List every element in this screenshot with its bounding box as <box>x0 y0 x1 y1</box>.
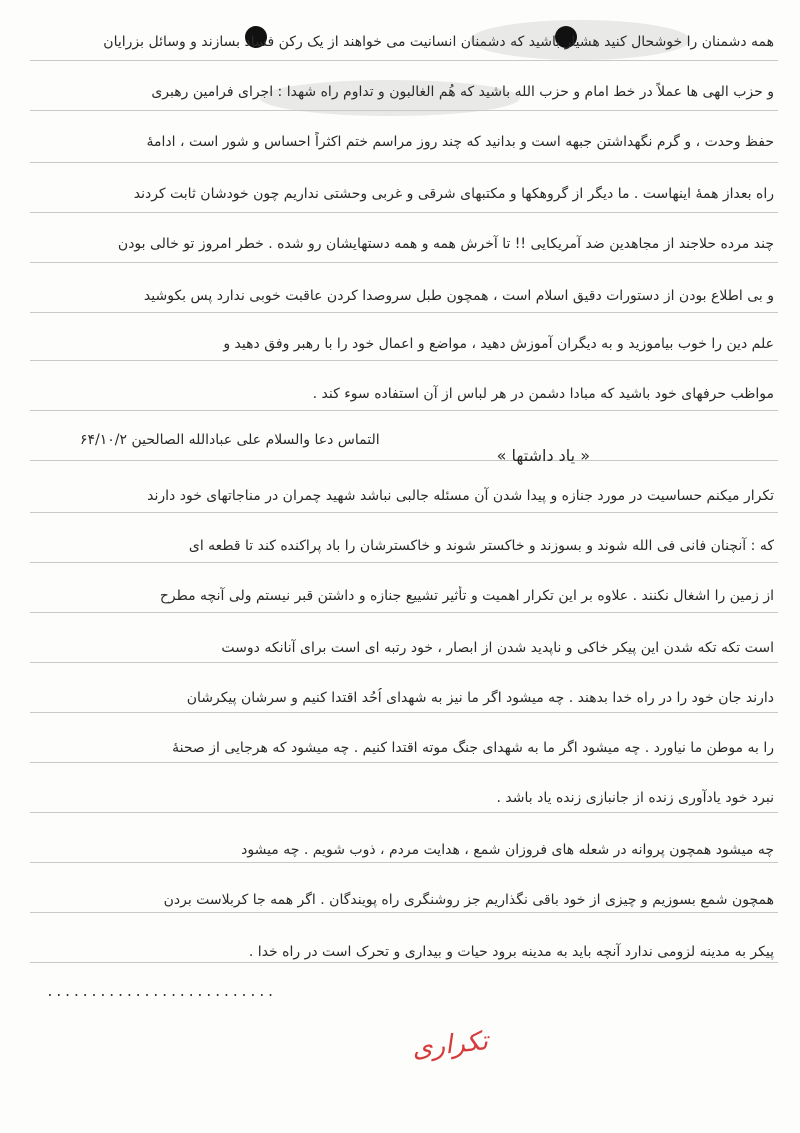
text-line: دارند جان خود را در راه خدا بدهند . چه میشود اگر ما نیز به شهدای اُحُد اقتدا کنیم و سرشان پیکرشان <box>186 690 774 706</box>
text-line: پیکر به مدینه لزومی ندارد آنچه باید به مدینه برود حیات و بیداری و تحرک است در راه خدا . <box>248 944 774 960</box>
notes-heading: « یاد داشتها » <box>496 446 590 465</box>
signature-line: التماس دعا والسلام علی عبادالله الصالحین ۶۴/۱۰/۲ <box>80 432 380 448</box>
text-line: و بی اطلاع بودن از دستورات دقیق اسلام است ، همچون طبل سروصدا کردن عاقبت خوبی ندارد پس بکوشید <box>143 288 774 304</box>
text-line: که : آنچنان فانی فی الله شوند و بسوزند و خاکستر شوند و خاکسترشان را باد پراکنده کند تا قطعه ای <box>188 538 774 554</box>
text-line: مواظب حرفهای خود باشید که مبادا دشمن در هر لباس از آن استفاده سوء کند . <box>312 386 774 402</box>
ruled-line <box>30 662 778 663</box>
ruled-line <box>30 812 778 813</box>
ruled-line <box>30 862 778 863</box>
ruled-line <box>30 460 778 461</box>
ruled-line <box>30 712 778 713</box>
text-line: راه بعداز همهٔ اینهاست . ما دیگر از گروهکها و مکتبهای شرقی و غربی وحشتی نداریم چون خودشان ثابت کردند <box>133 186 774 202</box>
ruled-line <box>30 212 778 213</box>
text-line: همچون شمع بسوزیم و چیزی از خود باقی نگذاریم جز روشنگری راه پویندگان . اگر همه جا کربلاست بردن <box>163 892 774 908</box>
text-line: تکرار میکنم حساسیت در مورد جنازه و پیدا شدن آن مسئله جالبی نباشد شهید چمران در مناجاتهای خود دارند <box>147 488 774 504</box>
text-line: حفظ وحدت ، و گرم نگهداشتن جبهه است و بدانید که چند روز مراسم ختم اکثراً احساس و شور است ، ادامهٔ <box>146 134 774 150</box>
ruled-line <box>30 312 778 313</box>
stamp-duplicate: تکراری <box>410 1026 490 1064</box>
text-line: چه میشود همچون پروانه در شعله های فروزان شمع ، هدایت مردم ، ذوب شویم . چه میشود <box>241 842 774 858</box>
text-line: نبرد خود یادآوری زنده از جانبازی زنده یاد باشد . <box>496 790 774 806</box>
ruled-line <box>30 360 778 361</box>
ruled-line <box>30 962 778 963</box>
text-line: همه دشمنان را خوشحال کنید هشیار باشید که دشمنان انسانیت می خواهند از یک رکن فساد بسازند و وسائل بزرایان <box>103 34 774 50</box>
ruled-line <box>30 912 778 913</box>
ruled-line <box>30 162 778 163</box>
text-line: علم دین را خوب بیاموزید و به دیگران آموزش دهید ، مواضع و اعمال خود را با رهبر وفق دهید و <box>223 336 774 352</box>
ruled-line <box>30 110 778 111</box>
ruled-line <box>30 612 778 613</box>
text-line: است تکه تکه شدن این پیکر خاکی و ناپدید شدن از ابصار ، خود رتبه ای است برای آنانکه دوست <box>221 640 774 656</box>
ruled-line <box>30 410 778 411</box>
dotted-rule: .......................... <box>46 985 276 1000</box>
ruled-line <box>30 562 778 563</box>
text-line: چند مرده حلاجند از مجاهدین ضد آمریکایی !! تا آخرش همه و همه دستهایشان رو شده . خطر امروز تو خالی بودن <box>117 236 774 252</box>
text-line: و حزب الهی ها عملاً در خط امام و حزب الله باشید که هُم الغالبون و تداوم راه شهدا : اجرای فرامین رهبری <box>151 84 774 100</box>
text-line: از زمین را اشغال نکنند . علاوه بر این تکرار اهمیت و تأثیر تشییع جنازه و داشتن قبر نیستم ولی آنچه مطرح <box>159 588 774 604</box>
text-line: را به موطن ما نیاورد . چه میشود اگر ما به شهدای جنگ موته اقتدا کنیم . چه میشود که هرجایی از صحنهٔ <box>172 740 774 756</box>
ruled-line <box>30 512 778 513</box>
ruled-line <box>30 762 778 763</box>
ruled-line <box>30 262 778 263</box>
ruled-line <box>30 60 778 61</box>
